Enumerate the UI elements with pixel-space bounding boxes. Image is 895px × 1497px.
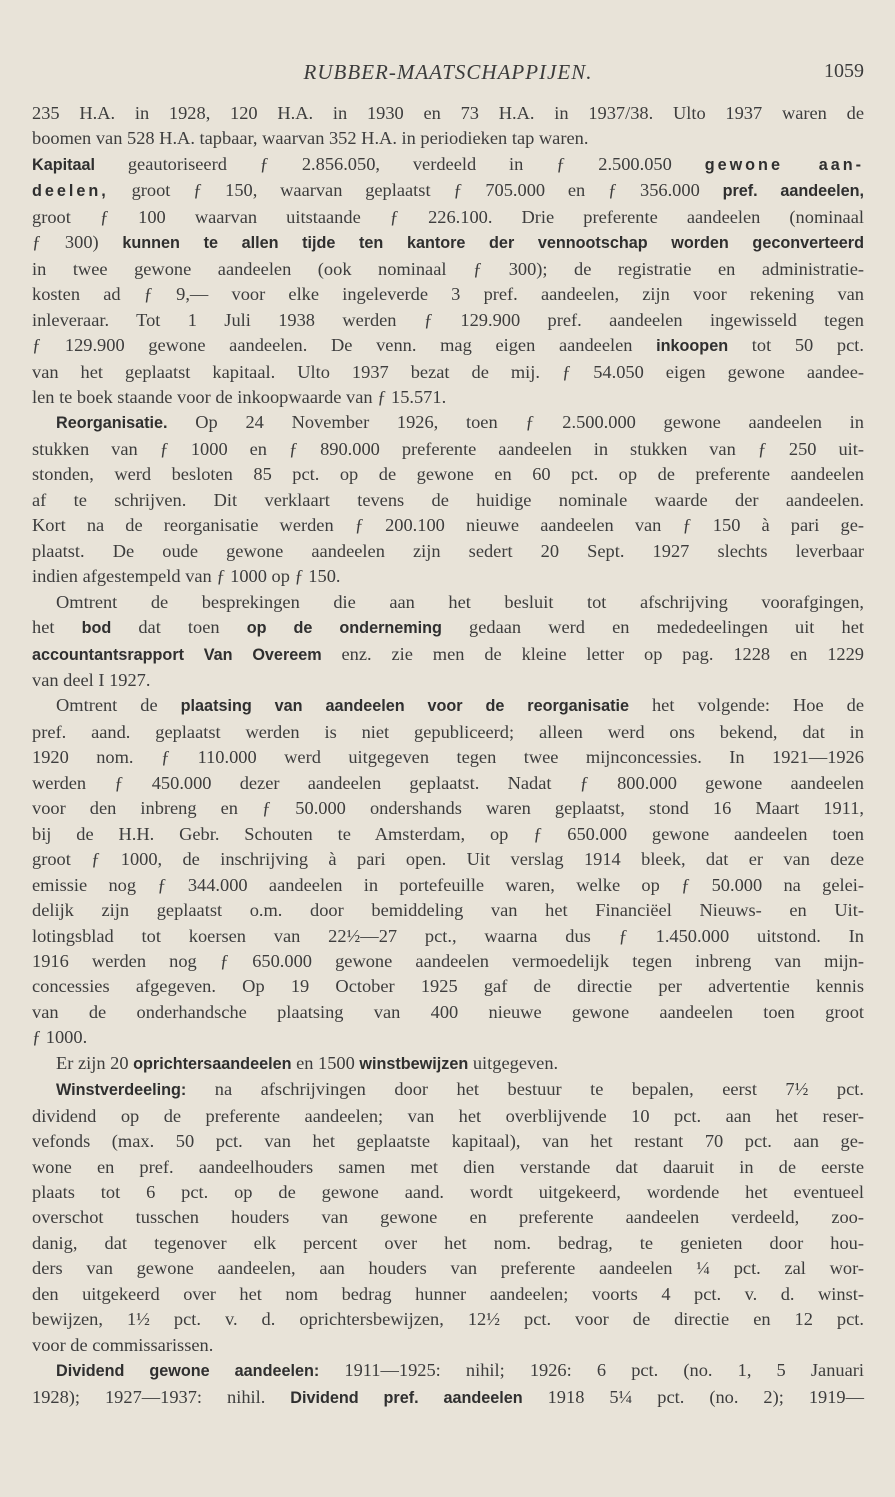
text-segment: 1911—1925: nihil; 1926: 6 pct. (no. 1, 5 Januari xyxy=(319,1360,864,1381)
text-line: van deel I 1927. xyxy=(32,669,151,690)
text-line xyxy=(32,1385,864,1411)
text-line xyxy=(32,1077,864,1103)
text-segment: na afschrijvingen door het bestuur te bepalen, eerst 7½ pct. xyxy=(186,1079,864,1100)
text-line: den uitgekeerd over het nom bedrag hunner aandeelen; voorts 4 pct. v. d. winst- xyxy=(32,1283,864,1304)
text-line: stonden, werd besloten 85 pct. op de gewone en 60 pct. op de preferente aandeelen xyxy=(32,464,864,485)
text-line: indien afgestempeld van ƒ 1000 op ƒ 150. xyxy=(32,566,341,587)
bold-term: kunnen te allen tijde ten kantore der vennootschap worden geconverteerd xyxy=(122,234,864,253)
text-line xyxy=(32,1051,864,1077)
running-title: RUBBER-MAATSCHAPPIJEN. xyxy=(303,60,593,84)
text-line xyxy=(32,693,864,719)
text-line xyxy=(32,410,864,436)
text-line: vefonds (max. 50 pct. van het geplaatste kapitaal), van het restant 70 pct. aan ge- xyxy=(32,1131,864,1152)
text-line: 1916 werden nog ƒ 650.000 gewone aandeelen vermoedelijk tegen inbreng van mijn- xyxy=(32,950,864,971)
text-line: boomen van 528 H.A. tapbaar, waarvan 352 H.A. in periodieken tap waren. xyxy=(32,128,589,149)
text-segment: tot 50 pct. xyxy=(728,335,864,356)
text-line: ders van gewone aandeelen, aan houders van preferente aandeelen ¼ pct. zal wor- xyxy=(32,1258,864,1279)
bold-term: Kapitaal xyxy=(32,155,95,174)
bold-term: plaatsing van aandeelen voor de reorganisatie xyxy=(180,697,629,716)
text-line: stukken van ƒ 1000 en ƒ 890.000 preferente aandeelen in stukken van ƒ 250 uit- xyxy=(32,438,864,459)
text-segment: het volgende: Hoe de xyxy=(628,695,864,716)
body-text xyxy=(32,101,864,1411)
text-line: plaats tot 6 pct. op de gewone aand. wordt uitgekeerd, wordende het eventueel xyxy=(32,1182,864,1203)
text-line: lotingsblad tot koersen van 22½—27 pct., waarna dus ƒ 1.450.000 uitstond. In xyxy=(32,925,864,946)
text-line: voor den inbreng en ƒ 50.000 ondershands waren geplaatst, stond 16 Maart 1911, xyxy=(32,798,864,819)
text-line: groot ƒ 1000, de inschrijving à pari open. Uit verslag 1914 bleek, dat er van deze xyxy=(32,849,864,870)
bold-term: pref. aandeelen, xyxy=(722,182,864,201)
bold-term: oprichtersaandeelen xyxy=(133,1054,292,1073)
text-segment: gedaan werd en mededeelingen uit het xyxy=(441,617,864,638)
text-line xyxy=(32,333,864,359)
bold-term: Reorganisatie. xyxy=(56,414,168,433)
text-line xyxy=(32,642,864,668)
text-line xyxy=(32,178,864,204)
text-line: overschot tusschen houders van gewone en preferente aandeelen verdeeld, zoo- xyxy=(32,1207,864,1228)
page-header xyxy=(32,60,864,88)
bold-term: inkoopen xyxy=(656,337,729,356)
text-line xyxy=(32,615,864,641)
bold-term: bod xyxy=(81,619,112,638)
text-segment: geautoriseerd ƒ 2.856.050, verdeeld in ƒ 2.500.050 xyxy=(94,153,705,174)
text-segment: ƒ 300) xyxy=(32,232,123,253)
text-segment: 1928); 1927—1937: nihil. xyxy=(32,1386,291,1407)
text-line: bij de H.H. Gebr. Schouten te Amsterdam, op ƒ 650.000 gewone aandeelen toen xyxy=(32,823,864,844)
text-line: emissie nog ƒ 344.000 aandeelen in portefeuille waren, welke op ƒ 50.000 na gelei- xyxy=(32,874,864,895)
text-line: af te schrijven. Dit verklaart tevens de huidige nominale waarde der aandeelen. xyxy=(32,489,864,510)
bold-term: Dividend gewone aandeelen: xyxy=(56,1362,320,1381)
text-segment: Er zijn 20 xyxy=(56,1052,134,1073)
text-line: van het geplaatst kapitaal. Ulto 1937 bezat de mij. ƒ 54.050 eigen gewone aandee- xyxy=(32,361,864,382)
text-line: delijk zijn geplaatst o.m. door bemiddeling van het Financiëel Nieuws- en Uit- xyxy=(32,900,864,921)
text-line: concessies afgegeven. Op 19 October 1925 gaf de directie per advertentie kennis xyxy=(32,976,864,997)
text-line: van de onderhandsche plaatsing van 400 nieuwe gewone aandeelen toen groot xyxy=(32,1001,864,1022)
text-line: 235 H.A. in 1928, 120 H.A. in 1930 en 73 H.A. in 1937/38. Ulto 1937 waren de xyxy=(32,103,864,123)
bold-term: gewone aan- xyxy=(704,155,864,174)
text-line: in twee gewone aandeelen (ook nominaal ƒ 300); de registratie en administratie- xyxy=(32,258,864,279)
text-line: inleveraar. Tot 1 Juli 1938 werden ƒ 129.900 pref. aandeelen ingewisseld tegen xyxy=(32,309,864,330)
text-line: ƒ 1000. xyxy=(32,1027,88,1048)
text-line: Omtrent de besprekingen die aan het besluit tot afschrijving voorafgingen, xyxy=(56,591,864,612)
text-line: pref. aand. geplaatst werden is niet gepubliceerd; alleen werd ons bekend, dat in xyxy=(32,721,864,742)
text-line: wone en pref. aandeelhouders samen met dien verstande dat daaruit in de eerste xyxy=(32,1156,864,1177)
text-line: kosten ad ƒ 9,— voor elke ingeleverde 3 pref. aandeelen, zijn voor rekening van xyxy=(32,284,864,305)
bold-term: Winstverdeeling: xyxy=(56,1081,187,1100)
bold-term: op de onderneming xyxy=(246,619,442,638)
text-line: len te boek staande voor de inkoopwaarde van ƒ 15.571. xyxy=(32,386,447,407)
text-segment: dat toen xyxy=(111,617,247,638)
text-segment: groot ƒ 150, waarvan geplaatst ƒ 705.000 en ƒ 356.000 xyxy=(108,180,723,201)
text-line xyxy=(32,152,864,178)
text-line: danig, dat tegenover elk percent over het nom. bedrag, te genieten door hou- xyxy=(32,1232,864,1253)
text-line: groot ƒ 100 waarvan uitstaande ƒ 226.100. Drie preferente aandeelen (nominaal xyxy=(32,206,864,227)
text-line xyxy=(32,230,864,256)
text-line: plaatst. De oude gewone aandeelen zijn sedert 20 Sept. 1927 slechts leverbaar xyxy=(32,540,864,561)
text-line: bewijzen, 1½ pct. v. d. oprichtersbewijzen, 12½ pct. voor de directie en 12 pct. xyxy=(32,1309,864,1330)
page-number: 1059 xyxy=(824,60,864,82)
text-segment: het xyxy=(32,617,82,638)
text-segment: en 1500 xyxy=(291,1052,360,1073)
bold-term: accountantsrapport Van Overeem xyxy=(32,645,322,664)
bold-term: winstbewijzen xyxy=(359,1054,469,1073)
text-line: Kort na de reorganisatie werden ƒ 200.100 nieuwe aandeelen van ƒ 150 à pari ge- xyxy=(32,515,864,536)
bold-term: Dividend pref. aandeelen xyxy=(290,1388,523,1407)
text-line xyxy=(32,1358,864,1384)
text-segment: ƒ 129.900 gewone aandeelen. De venn. mag eigen aandeelen xyxy=(32,335,657,356)
text-line: voor de commissarissen. xyxy=(32,1334,214,1355)
text-line: werden ƒ 450.000 dezer aandeelen geplaatst. Nadat ƒ 800.000 gewone aandeelen xyxy=(32,772,864,793)
text-line: 1920 nom. ƒ 110.000 werd uitgegeven tegen twee mijnconcessies. In 1921—1926 xyxy=(32,747,864,768)
text-segment: Op 24 November 1926, toen ƒ 2.500.000 gewone aandeelen in xyxy=(167,412,864,433)
text-segment: enz. zie men de kleine letter op pag. 1228 en 1229 xyxy=(321,643,864,664)
text-segment: 1918 5¼ pct. (no. 2); 1919— xyxy=(522,1386,864,1407)
text-segment: Omtrent de xyxy=(56,695,181,716)
text-line: dividend op de preferente aandeelen; van het overblijvende 10 pct. aan het reser- xyxy=(32,1105,864,1126)
text-segment: uitgegeven. xyxy=(468,1052,559,1073)
bold-term: deelen, xyxy=(32,182,109,201)
